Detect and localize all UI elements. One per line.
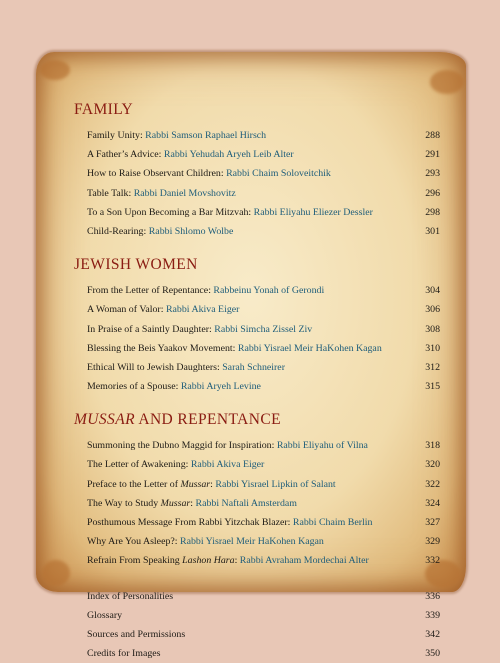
section-title-jewish-women: JEWISH WOMEN	[74, 256, 198, 274]
entry-page: 320	[425, 459, 440, 471]
burn-mark	[42, 560, 70, 586]
entry-title: Blessing the Beis Yaakov Movement:	[87, 342, 238, 354]
toc-entry[interactable]	[87, 494, 440, 513]
toc-entry[interactable]	[87, 203, 440, 222]
toc-entry[interactable]	[87, 339, 440, 358]
toc-entry[interactable]	[87, 145, 440, 164]
entry-page: 329	[425, 536, 440, 548]
burn-mark	[430, 70, 464, 94]
entry-title: Family Unity:	[87, 130, 146, 141]
entry-title: Preface to the Letter of	[87, 478, 181, 490]
entry-author: Rabbi Chaim Soloveitchik	[226, 168, 331, 180]
entry-page: 342	[425, 628, 440, 640]
section-title-rest: AND REPENTANCE	[134, 411, 281, 429]
entry-page: 298	[425, 206, 440, 218]
entry-page: 293	[425, 168, 440, 180]
toc-entry[interactable]	[87, 551, 440, 570]
entry-title: To a Son Upon Becoming a Bar Mitzvah:	[87, 206, 254, 218]
entry-author: Rabbeinu Yonah of Gerondi	[213, 285, 325, 297]
entry-author: Rabbi Naftali Amsterdam	[195, 497, 297, 509]
entry-title: Memories of a Spouse:	[87, 381, 181, 393]
entry-title: Table Talk:	[87, 187, 134, 199]
toc-entry[interactable]	[87, 164, 440, 183]
entry-author: Rabbi Akiva Eiger	[190, 459, 265, 471]
entry-page: 304	[425, 285, 440, 297]
entry-author: Rabbi Eliyahu of Vilna	[276, 440, 368, 452]
toc-entry[interactable]	[87, 625, 440, 644]
toc-entry[interactable]	[87, 126, 440, 145]
entry-page: 288	[425, 130, 440, 141]
entry-page: 339	[425, 609, 440, 621]
toc-entry[interactable]	[87, 184, 440, 203]
section-title-family: FAMILY	[74, 101, 134, 118]
toc-entry[interactable]	[87, 532, 440, 551]
entry-page: 310	[425, 342, 440, 354]
entry-title-italic: Mussar	[180, 478, 211, 490]
entry-page: 306	[425, 304, 440, 316]
entry-title-post: :	[234, 555, 240, 567]
entry-title-post: :	[190, 497, 196, 509]
toc-entry[interactable]	[87, 513, 440, 532]
entry-author: Sarah Schneirer	[222, 361, 285, 373]
entry-author: Rabbi Daniel Movshovitz	[133, 187, 236, 199]
toc-entry[interactable]	[87, 358, 440, 377]
entry-author: Rabbi Avraham Mordechai Alter	[239, 555, 369, 567]
entry-author: Rabbi Akiva Eiger	[165, 304, 240, 316]
entry-title: A Woman of Valor:	[87, 304, 166, 316]
entry-author: Rabbi Yisrael Meir HaKohen Kagan	[237, 342, 382, 354]
entry-title-post: :	[210, 478, 216, 490]
toc-entry[interactable]	[87, 475, 440, 494]
entry-title: The Letter of Awakening:	[87, 459, 191, 471]
entry-page: 312	[425, 361, 440, 373]
table-of-contents	[75, 100, 440, 663]
toc-entry[interactable]	[87, 455, 440, 474]
entry-author: Rabbi Yehudah Aryeh Leib Alter	[163, 149, 294, 161]
entry-title-italic: Mussar	[160, 497, 191, 509]
entry-author: Rabbi Yisrael Lipkin of Salant	[215, 478, 336, 490]
toc-entry[interactable]	[87, 377, 440, 396]
entry-title: Summoning the Dubno Maggid for Inspiration:	[87, 440, 277, 452]
entry-page: 315	[425, 381, 440, 393]
entry-page: 322	[425, 478, 440, 490]
entry-page: 318	[425, 440, 440, 452]
burn-mark	[40, 60, 70, 80]
entry-page: 291	[425, 149, 440, 161]
back-matter	[87, 587, 440, 663]
entry-title: Why Are You Asleep?:	[87, 536, 180, 548]
entry-title: The Way to Study	[87, 497, 161, 509]
entry-title: Ethical Will to Jewish Daughters:	[87, 361, 223, 373]
entry-title: Index of Personalities	[87, 590, 174, 602]
entry-author: Rabbi Eliyahu Eliezer Dessler	[253, 206, 373, 218]
entry-title: Posthumous Message From Rabbi Yitzchak Blazer:	[87, 517, 293, 528]
section-entries-family	[87, 126, 440, 241]
entry-author: Rabbi Shlomo Wolbe	[148, 225, 234, 237]
entry-page: 296	[425, 187, 440, 199]
entry-title: How to Raise Observant Children:	[87, 168, 227, 180]
entry-page: 327	[425, 517, 440, 528]
entry-title: Credits for Images	[87, 648, 161, 660]
entry-title: From the Letter of Repentance:	[87, 285, 214, 297]
toc-entry[interactable]	[87, 281, 440, 300]
toc-entry[interactable]	[87, 606, 440, 625]
entry-page: 308	[425, 323, 440, 335]
entry-title: In Praise of a Saintly Daughter:	[87, 323, 215, 335]
section-entries-jewish-women	[87, 281, 440, 396]
section-title-mussar	[74, 410, 440, 430]
section-entries-mussar	[87, 436, 440, 570]
entry-title-italic: Lashon Hara	[182, 555, 235, 567]
entry-page: 301	[425, 225, 440, 237]
entry-author: Rabbi Simcha Zissel Ziv	[214, 323, 313, 335]
toc-entry[interactable]	[87, 320, 440, 339]
entry-author: Rabbi Yisrael Meir HaKohen Kagan	[179, 536, 324, 548]
entry-title: Child-Rearing:	[87, 225, 149, 237]
entry-author: Rabbi Samson Raphael Hirsch	[145, 130, 267, 141]
entry-page: 332	[425, 555, 440, 567]
toc-entry[interactable]	[87, 436, 440, 455]
toc-entry[interactable]	[87, 300, 440, 319]
toc-entry[interactable]	[87, 587, 440, 606]
entry-page: 324	[425, 497, 440, 509]
entry-page: 350	[425, 648, 440, 660]
section-title-italic: MUSSAR	[74, 411, 135, 429]
entry-author: Rabbi Chaim Berlin	[292, 517, 373, 528]
entry-page: 336	[425, 590, 440, 602]
entry-title: A Father’s Advice:	[87, 149, 164, 161]
entry-title: Glossary	[87, 609, 123, 621]
entry-title: Sources and Permissions	[87, 628, 186, 640]
toc-entry[interactable]	[87, 222, 440, 241]
entry-author: Rabbi Aryeh Levine	[180, 381, 261, 393]
entry-title: Refrain From Speaking	[87, 555, 183, 567]
